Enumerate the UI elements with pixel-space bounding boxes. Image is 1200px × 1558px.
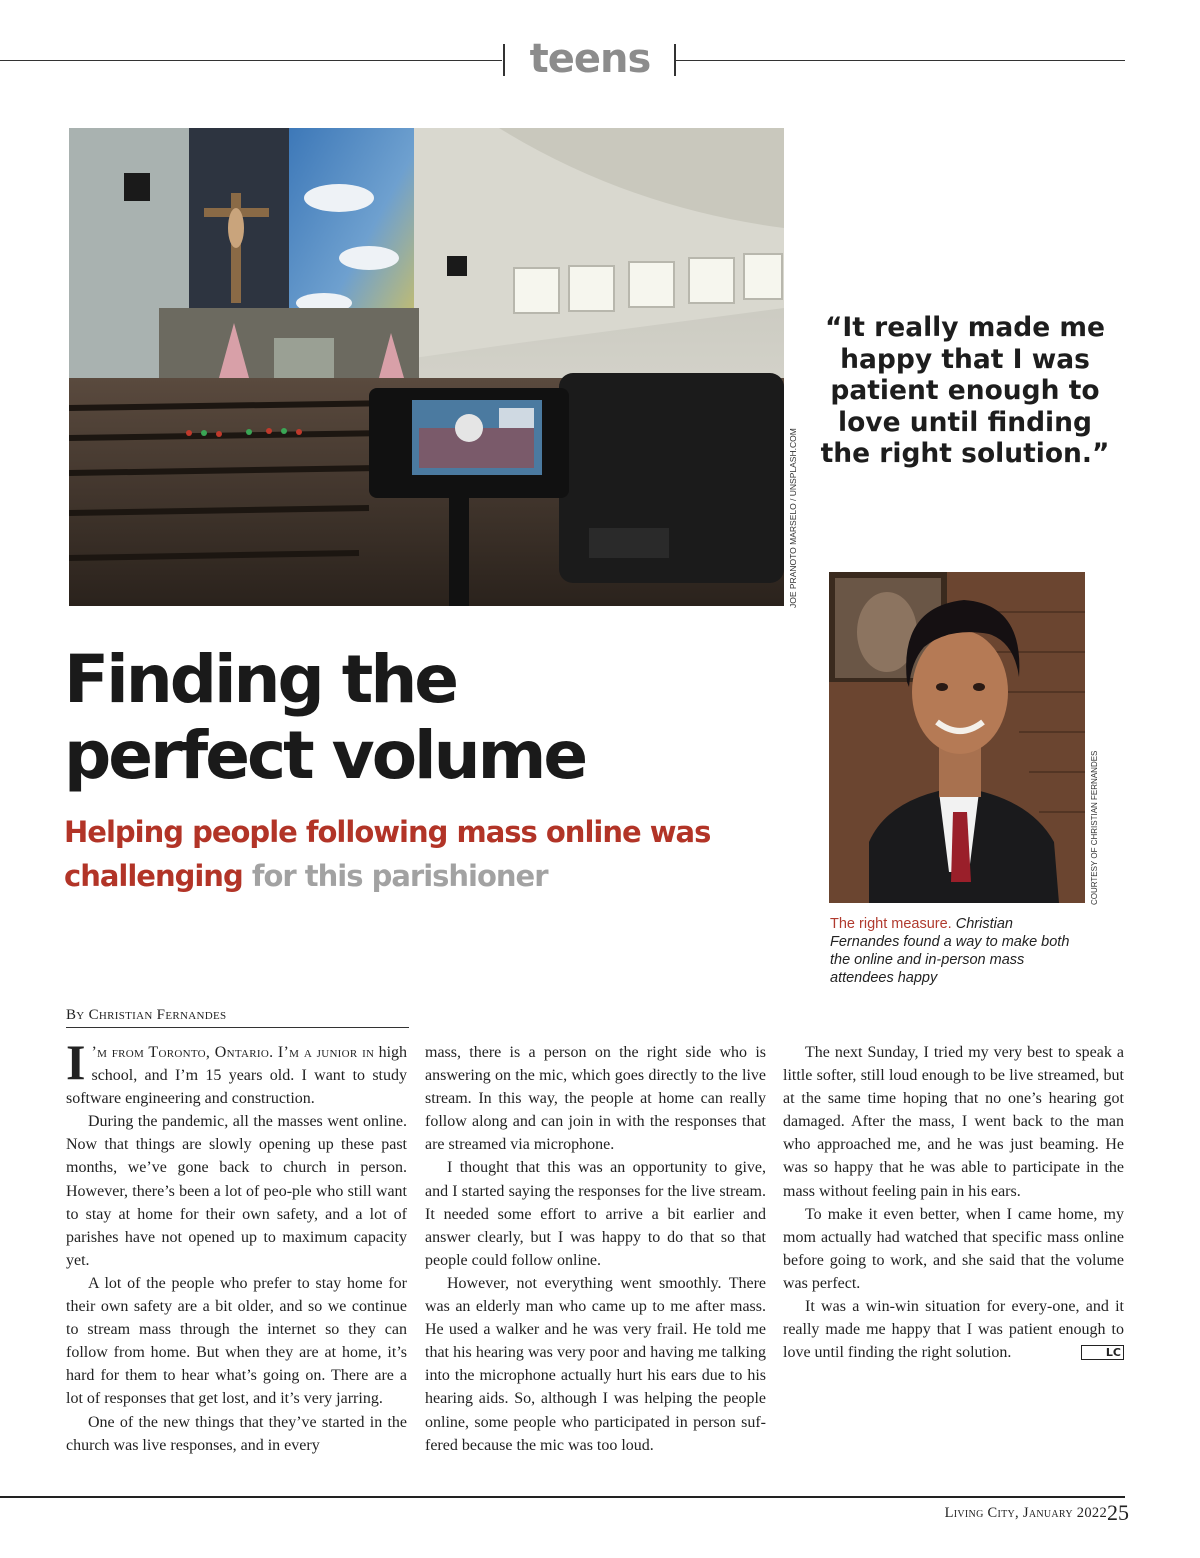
byline: By Christian Fernandes <box>66 1007 409 1028</box>
section-title: teens <box>529 36 651 82</box>
pull-quote: “It really made me happy that I was patient enough to love until finding the right solution.” <box>820 312 1110 469</box>
article-headline <box>64 642 704 794</box>
paragraph-4-continued: mass, there is a person on the right side who is answering on the mic, which goes directly to the live stream. In this way, the people at home can really follow along and can join in with the responses that are streamed via microphone. <box>425 1044 766 1154</box>
paragraph-5: I thought that this was an opportunity to give, and I started saying the responses for the live stream. It needed some effort to arrive a bit earlier and answer clearly, but I was happy to do that so that people could follow online. <box>425 1159 766 1269</box>
opening-smallcaps: ’m from Toronto, Ontario. I’m a junior in <box>91 1044 375 1061</box>
author-portrait-photo <box>829 572 1085 903</box>
paragraph-7: The next Sunday, I tried my very best to speak a little softer, still loud enough to be live streamed, but at the same time hoping that no one’s hearing got damaged. After the mass, I went back to the man who approached me, and he was just beaming. He was so happy that he was able to participate in the mass without feeling pain in his ears. <box>783 1044 1124 1200</box>
page-number: 25 <box>1107 1500 1129 1525</box>
paragraph-9-text: It was a win-win situation for every-one, and it really made me happy that I was patient enough to love until finding the right solution. <box>783 1298 1124 1362</box>
paragraph-1-rest: high school, and I’m 15 years old. I want to study software engineering and construction. <box>66 1044 408 1108</box>
photo-credit-main: JOE PRANOTO MARSELO / UNSPLASH.COM <box>788 428 798 608</box>
article-column-1 <box>66 1034 408 1457</box>
paragraph-1 <box>66 1034 408 1110</box>
publication-name: Living City, January 2022 <box>944 1505 1107 1521</box>
header-rule-left <box>0 60 502 61</box>
paragraph-9 <box>783 1295 1124 1364</box>
caption-lead: The right measure. <box>830 916 952 932</box>
paragraph-4: One of the new things that they’ve started in the church was live responses, and in every <box>66 1413 407 1454</box>
article-subhead <box>64 810 764 898</box>
article-column-3 <box>783 1041 1124 1364</box>
paragraph-6: However, not everything went smoothly. There was an elderly man who came up to me after mass. He used a walker and he was very frail. He told me that his hearing was very poor and having me talking into the microphone actually hurt his ears due to his hearing aids. So, although I was helping the people online, some people who participated in person suf-fered because the mic was too loud. <box>425 1274 766 1454</box>
article-column-2 <box>425 1041 766 1457</box>
footer-rule <box>0 1496 1125 1498</box>
subhead-grey: for this parishioner <box>251 859 548 893</box>
subhead-red: Helping people following mass online was challenging <box>64 815 711 893</box>
header-rule-right <box>676 60 1125 61</box>
drop-cap: I <box>66 1034 86 1090</box>
photo-credit-portrait: COURTESY OF CHRISTIAN FERNANDES <box>1090 750 1099 905</box>
paragraph-2: During the pandemic, all the masses went online. Now that things are slowly opening up these past months, we’ve gone back to church in person. However, there’s been a lot of peo-ple who still want to stay at home for their own safety, and a lot of parishes have not opened up to maximum capacity yet. <box>66 1113 407 1269</box>
end-mark-icon: LC <box>1081 1345 1124 1360</box>
caption-text: Christian Fernandes found a way to make both the online and in-person mass attendees happy <box>830 916 1070 986</box>
photo-caption <box>830 915 1080 987</box>
church-livestream-photo <box>69 128 784 606</box>
headline-line-1: Finding the <box>64 641 457 718</box>
headline-line-2: perfect volume <box>64 717 586 794</box>
paragraph-8: To make it even better, when I came home, my mom actually had watched that specific mass online before going to work, and she said that the volume was perfect. <box>783 1205 1124 1292</box>
paragraph-3: A lot of the people who prefer to stay home for their own safety are a bit older, and so we continue to stream mass through the internet so they can follow from home. But when they are at home, it’s hard for them to hear what’s going on. There are a lot of responses that get lost, and it’s very jarring. <box>66 1274 407 1408</box>
